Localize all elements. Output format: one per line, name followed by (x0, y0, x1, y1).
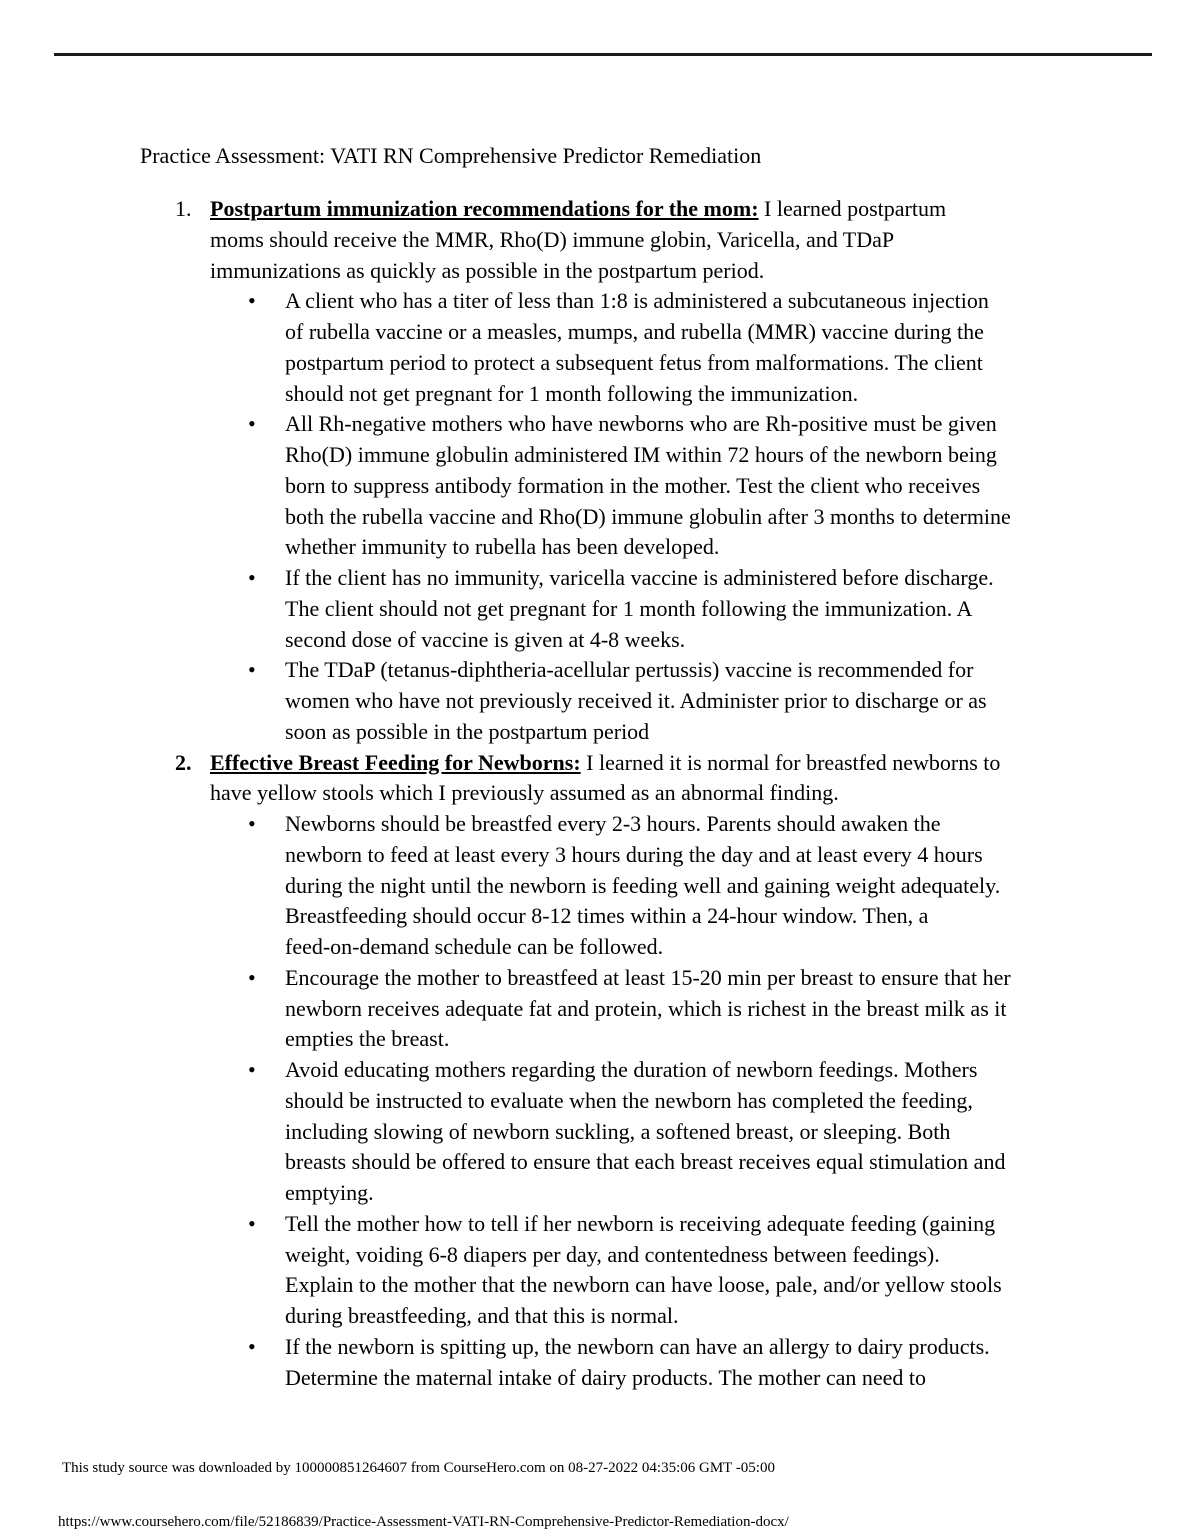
bullet-text: Tell the mother how to tell if her newborn is receiving adequate feeding (gaining (285, 1210, 996, 1236)
bullet-line (0, 502, 1190, 533)
list-item-first-line (0, 748, 1190, 779)
bullet-line (0, 1240, 1190, 1271)
bullet-line (0, 563, 1190, 594)
bullet-text: should not get pregnant for 1 month following the immunization. (285, 380, 859, 406)
bullet-text: should be instructed to evaluate when the newborn has completed the feeding, (285, 1087, 973, 1113)
bullet-line (0, 1117, 1190, 1148)
list-item-heading: Effective Breast Feeding for Newborns: (210, 749, 581, 775)
bullet-text: All Rh-negative mothers who have newborns who are Rh-positive must be given (285, 411, 997, 437)
bullet-text: The client should not get pregnant for 1 month following the immunization. A (285, 595, 973, 621)
bullet-line (0, 1332, 1190, 1363)
bullet-text: of rubella vaccine or a measles, mumps, and rubella (MMR) vaccine during the (285, 319, 984, 344)
bullet-line (0, 901, 1190, 932)
bullet-text: postpartum period to protect a subsequent fetus from malformations. The client (285, 349, 983, 375)
bullet-line (0, 1055, 1190, 1086)
bullet-icon: • (248, 411, 256, 437)
list-item-intro-text: have yellow stools which I previously assumed as an abnormal finding. (210, 780, 839, 806)
bullet-line (0, 1270, 1190, 1301)
list-item-text-line (0, 778, 1190, 809)
list-item-intro-text: I learned it is normal for breastfed newborns to (580, 749, 1001, 775)
bullet-line (0, 994, 1190, 1025)
bullet-text: Explain to the mother that the newborn can have loose, pale, and/or yellow stools (285, 1272, 1002, 1298)
bullet-line (0, 348, 1190, 379)
page-title: Practice Assessment: VATI RN Comprehensive Predictor Remediation (140, 143, 762, 168)
bullet-text: breasts should be offered to ensure that each breast receives equal stimulation and (285, 1149, 1006, 1175)
bullet-text: whether immunity to rubella has been developed. (285, 534, 720, 560)
download-attribution-text: This study source was downloaded by 100000851264607 from CourseHero.com on 08-27-2022 04:35:06 GMT -05:00 (62, 1460, 775, 1476)
bullet-text: Newborns should be breastfed every 2-3 hours. Parents should awaken the (285, 811, 941, 836)
bullet-text: born to suppress antibody formation in the mother. Test the client who receives (285, 472, 981, 498)
bullet-line (0, 594, 1190, 625)
bullet-line (0, 1209, 1190, 1240)
bullet-line (0, 871, 1190, 902)
bullet-line (0, 1147, 1190, 1178)
bullet-text: feed-on-demand schedule can be followed. (285, 934, 664, 959)
list-item-intro-text: I learned postpartum (758, 196, 947, 221)
bullet-text: If the newborn is spitting up, the newborn can have an allergy to dairy products. (285, 1333, 990, 1359)
bullet-line (0, 625, 1190, 656)
bullet-icon: • (248, 1210, 256, 1236)
list-item-number: 2. (175, 749, 192, 775)
bullet-icon: • (248, 811, 256, 836)
bullet-text: If the client has no immunity, varicella vaccine is administered before discharge. (285, 565, 994, 590)
bullet-line (0, 932, 1190, 963)
bullet-text: Rho(D) immune globulin administered IM within 72 hours of the newborn being (285, 442, 997, 467)
bullet-line (0, 409, 1190, 440)
bullet-line (0, 471, 1190, 502)
bullet-text: soon as possible in the postpartum period (285, 718, 650, 744)
bullet-text: Determine the maternal intake of dairy products. The mother can need to (285, 1364, 927, 1390)
source-url: https://www.coursehero.com/file/52186839/Practice-Assessment-VATI-RN-Comprehensive-Predictor-Remediation-docx/ (58, 1514, 789, 1530)
bullet-text: Avoid educating mothers regarding the duration of newborn feedings. Mothers (285, 1057, 978, 1082)
header-rule (54, 53, 1152, 56)
numbered-list (0, 194, 1190, 1393)
bullet-text: both the rubella vaccine and Rho(D) immune globulin after 3 months to determine (285, 503, 1011, 529)
list-item-heading: Postpartum immunization recommendations for the mom: (210, 196, 759, 221)
bullet-line (0, 317, 1190, 348)
bullet-icon: • (248, 288, 256, 314)
list-item-text-line (0, 256, 1190, 287)
bullet-text: Breastfeeding should occur 8-12 times within a 24-hour window. Then, a (285, 903, 929, 929)
bullet-text: Encourage the mother to breastfeed at least 15-20 min per breast to ensure that her (285, 964, 1011, 990)
bullet-line (0, 686, 1190, 717)
bullet-line (0, 717, 1190, 748)
bullet-text: including slowing of newborn suckling, a softened breast, or sleeping. Both (285, 1118, 951, 1144)
bullet-line (0, 1086, 1190, 1117)
list-item-intro-text: immunizations as quickly as possible in the postpartum period. (210, 257, 765, 283)
bullet-line (0, 1024, 1190, 1055)
bullet-text: empties the breast. (285, 1026, 450, 1052)
bullet-icon: • (248, 657, 256, 683)
bullet-text: A client who has a titer of less than 1:8 is administered a subcutaneous injection (285, 288, 989, 314)
bullet-line (0, 440, 1190, 471)
bullet-icon: • (248, 1057, 256, 1082)
list-item-text-line (0, 225, 1190, 256)
bullet-text: weight, voiding 6-8 diapers per day, and contentedness between feedings). (285, 1241, 940, 1267)
bullet-text: women who have not previously received it. Administer prior to discharge or as (285, 688, 987, 713)
list-item-intro-text: moms should receive the MMR, Rho(D) immune globin, Varicella, and TDaP (210, 226, 895, 252)
bullet-text: second dose of vaccine is given at 4-8 weeks. (285, 626, 686, 652)
bullet-text: during breastfeeding, and that this is normal. (285, 1303, 679, 1328)
bullet-icon: • (248, 1333, 256, 1359)
bullet-line (0, 1363, 1190, 1394)
list-item-number: 1. (175, 196, 192, 221)
bullet-line (0, 1178, 1190, 1209)
bullet-line (0, 655, 1190, 686)
bullet-text: emptying. (285, 1180, 374, 1205)
bullet-line (0, 286, 1190, 317)
bullet-line (0, 532, 1190, 563)
bullet-icon: • (248, 964, 256, 990)
list-item-first-line (0, 194, 1190, 225)
bullet-line (0, 840, 1190, 871)
bullet-line (0, 809, 1190, 840)
bullet-line (0, 1301, 1190, 1332)
bullet-line (0, 963, 1190, 994)
bullet-text: newborn receives adequate fat and protein, which is richest in the breast milk as it (285, 995, 1007, 1021)
bullet-text: during the night until the newborn is feeding well and gaining weight adequately. (285, 872, 1001, 898)
bullet-icon: • (248, 565, 256, 590)
bullet-line (0, 379, 1190, 410)
bullet-text: The TDaP (tetanus-diphtheria-acellular pertussis) vaccine is recommended for (285, 657, 974, 683)
bullet-text: newborn to feed at least every 3 hours during the day and at least every 4 hours (285, 841, 983, 867)
